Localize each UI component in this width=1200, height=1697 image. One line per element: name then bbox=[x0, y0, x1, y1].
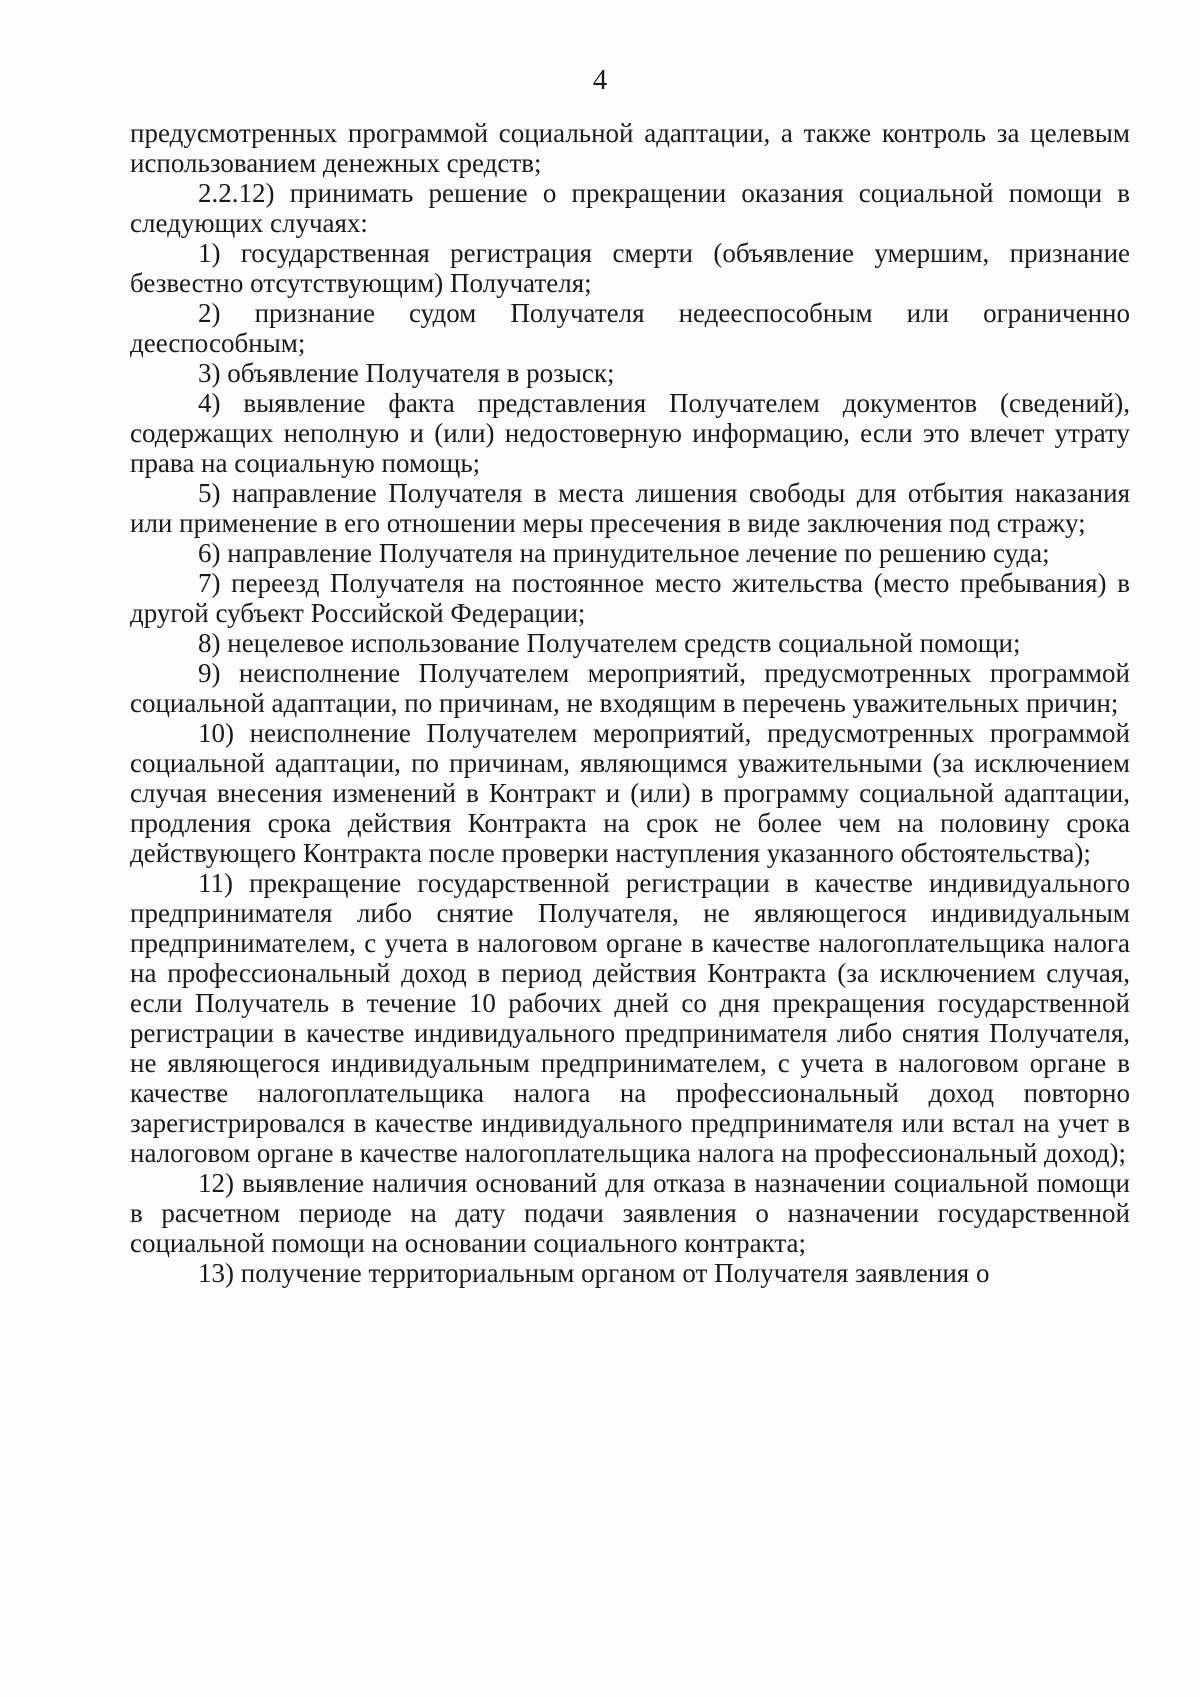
page-number: 4 bbox=[592, 64, 608, 96]
document-body bbox=[130, 118, 1130, 1288]
paragraph-2-2-12: 2.2.12) принимать решение о прекращении оказания социальной помощи в следующих случаях: bbox=[130, 178, 1130, 238]
paragraph-continuation: предусмотренных программой социальной адаптации, а также контроль за целевым использованием денежных средств; bbox=[130, 118, 1130, 178]
list-item-9: 9) неисполнение Получателем мероприятий, предусмотренных программой социальной адаптации, по причинам, не входящим в перечень уважительных причин; bbox=[130, 658, 1130, 718]
list-item-10: 10) неисполнение Получателем мероприятий, предусмотренных программой социальной адаптации, по причинам, являющимся уважительными (за исключением случая внесения изменений в Контракт и (или) в программу социальной адаптации, продления срока действия Контракта на срок не более чем на половину срока действующего Контракта после проверки наступления указанного обстоятельства); bbox=[130, 718, 1130, 868]
list-item-6: 6) направление Получателя на принудительное лечение по решению суда; bbox=[198, 538, 1050, 568]
list-item-11: 11) прекращение государственной регистрации в качестве индивидуального предпринимателя либо снятие Получателя, не являющегося индивидуальным предпринимателем, с учета в налоговом органе в качестве налогоплательщика налога на профессиональный доход в период действия Контракта (за исключением случая, если Получатель в течение 10 рабочих дней со дня прекращения государственной регистрации в качестве индивидуального предпринимателя либо снятия Получателя, не являющегося индивидуальным предпринимателем, с учета в налоговом органе в качестве налогоплательщика налога на профессиональный доход повторно зарегистрировался в качестве индивидуального предпринимателя или встал на учет в налоговом органе в качестве налогоплательщика налога на профессиональный доход); bbox=[130, 868, 1130, 1168]
list-item-2: 2) признание судом Получателя недееспособным или ограниченно дееспособным; bbox=[130, 298, 1130, 358]
list-item-4: 4) выявление факта представления Получателем документов (сведений), содержащих неполную и (или) недостоверную информацию, если это влечет утрату права на социальную помощь; bbox=[130, 388, 1130, 478]
list-item-7: 7) переезд Получателя на постоянное место жительства (место пребывания) в другой субъект Российской Федерации; bbox=[130, 568, 1130, 628]
list-item-1: 1) государственная регистрация смерти (объявление умершим, признание безвестно отсутствующим) Получателя; bbox=[130, 238, 1130, 298]
list-item-13: 13) получение территориальным органом от Получателя заявления о bbox=[198, 1258, 990, 1288]
list-item-8: 8) нецелевое использование Получателем средств социальной помощи; bbox=[198, 628, 1021, 658]
list-item-5: 5) направление Получателя в места лишения свободы для отбытия наказания или применение в его отношении меры пресечения в виде заключения под стражу; bbox=[130, 478, 1130, 538]
list-item-12: 12) выявление наличия оснований для отказа в назначении социальной помощи в расчетном периоде на дату подачи заявления о назначении государственной социальной помощи на основании социального контракта; bbox=[130, 1168, 1130, 1258]
list-item-3: 3) объявление Получателя в розыск; bbox=[198, 358, 615, 388]
